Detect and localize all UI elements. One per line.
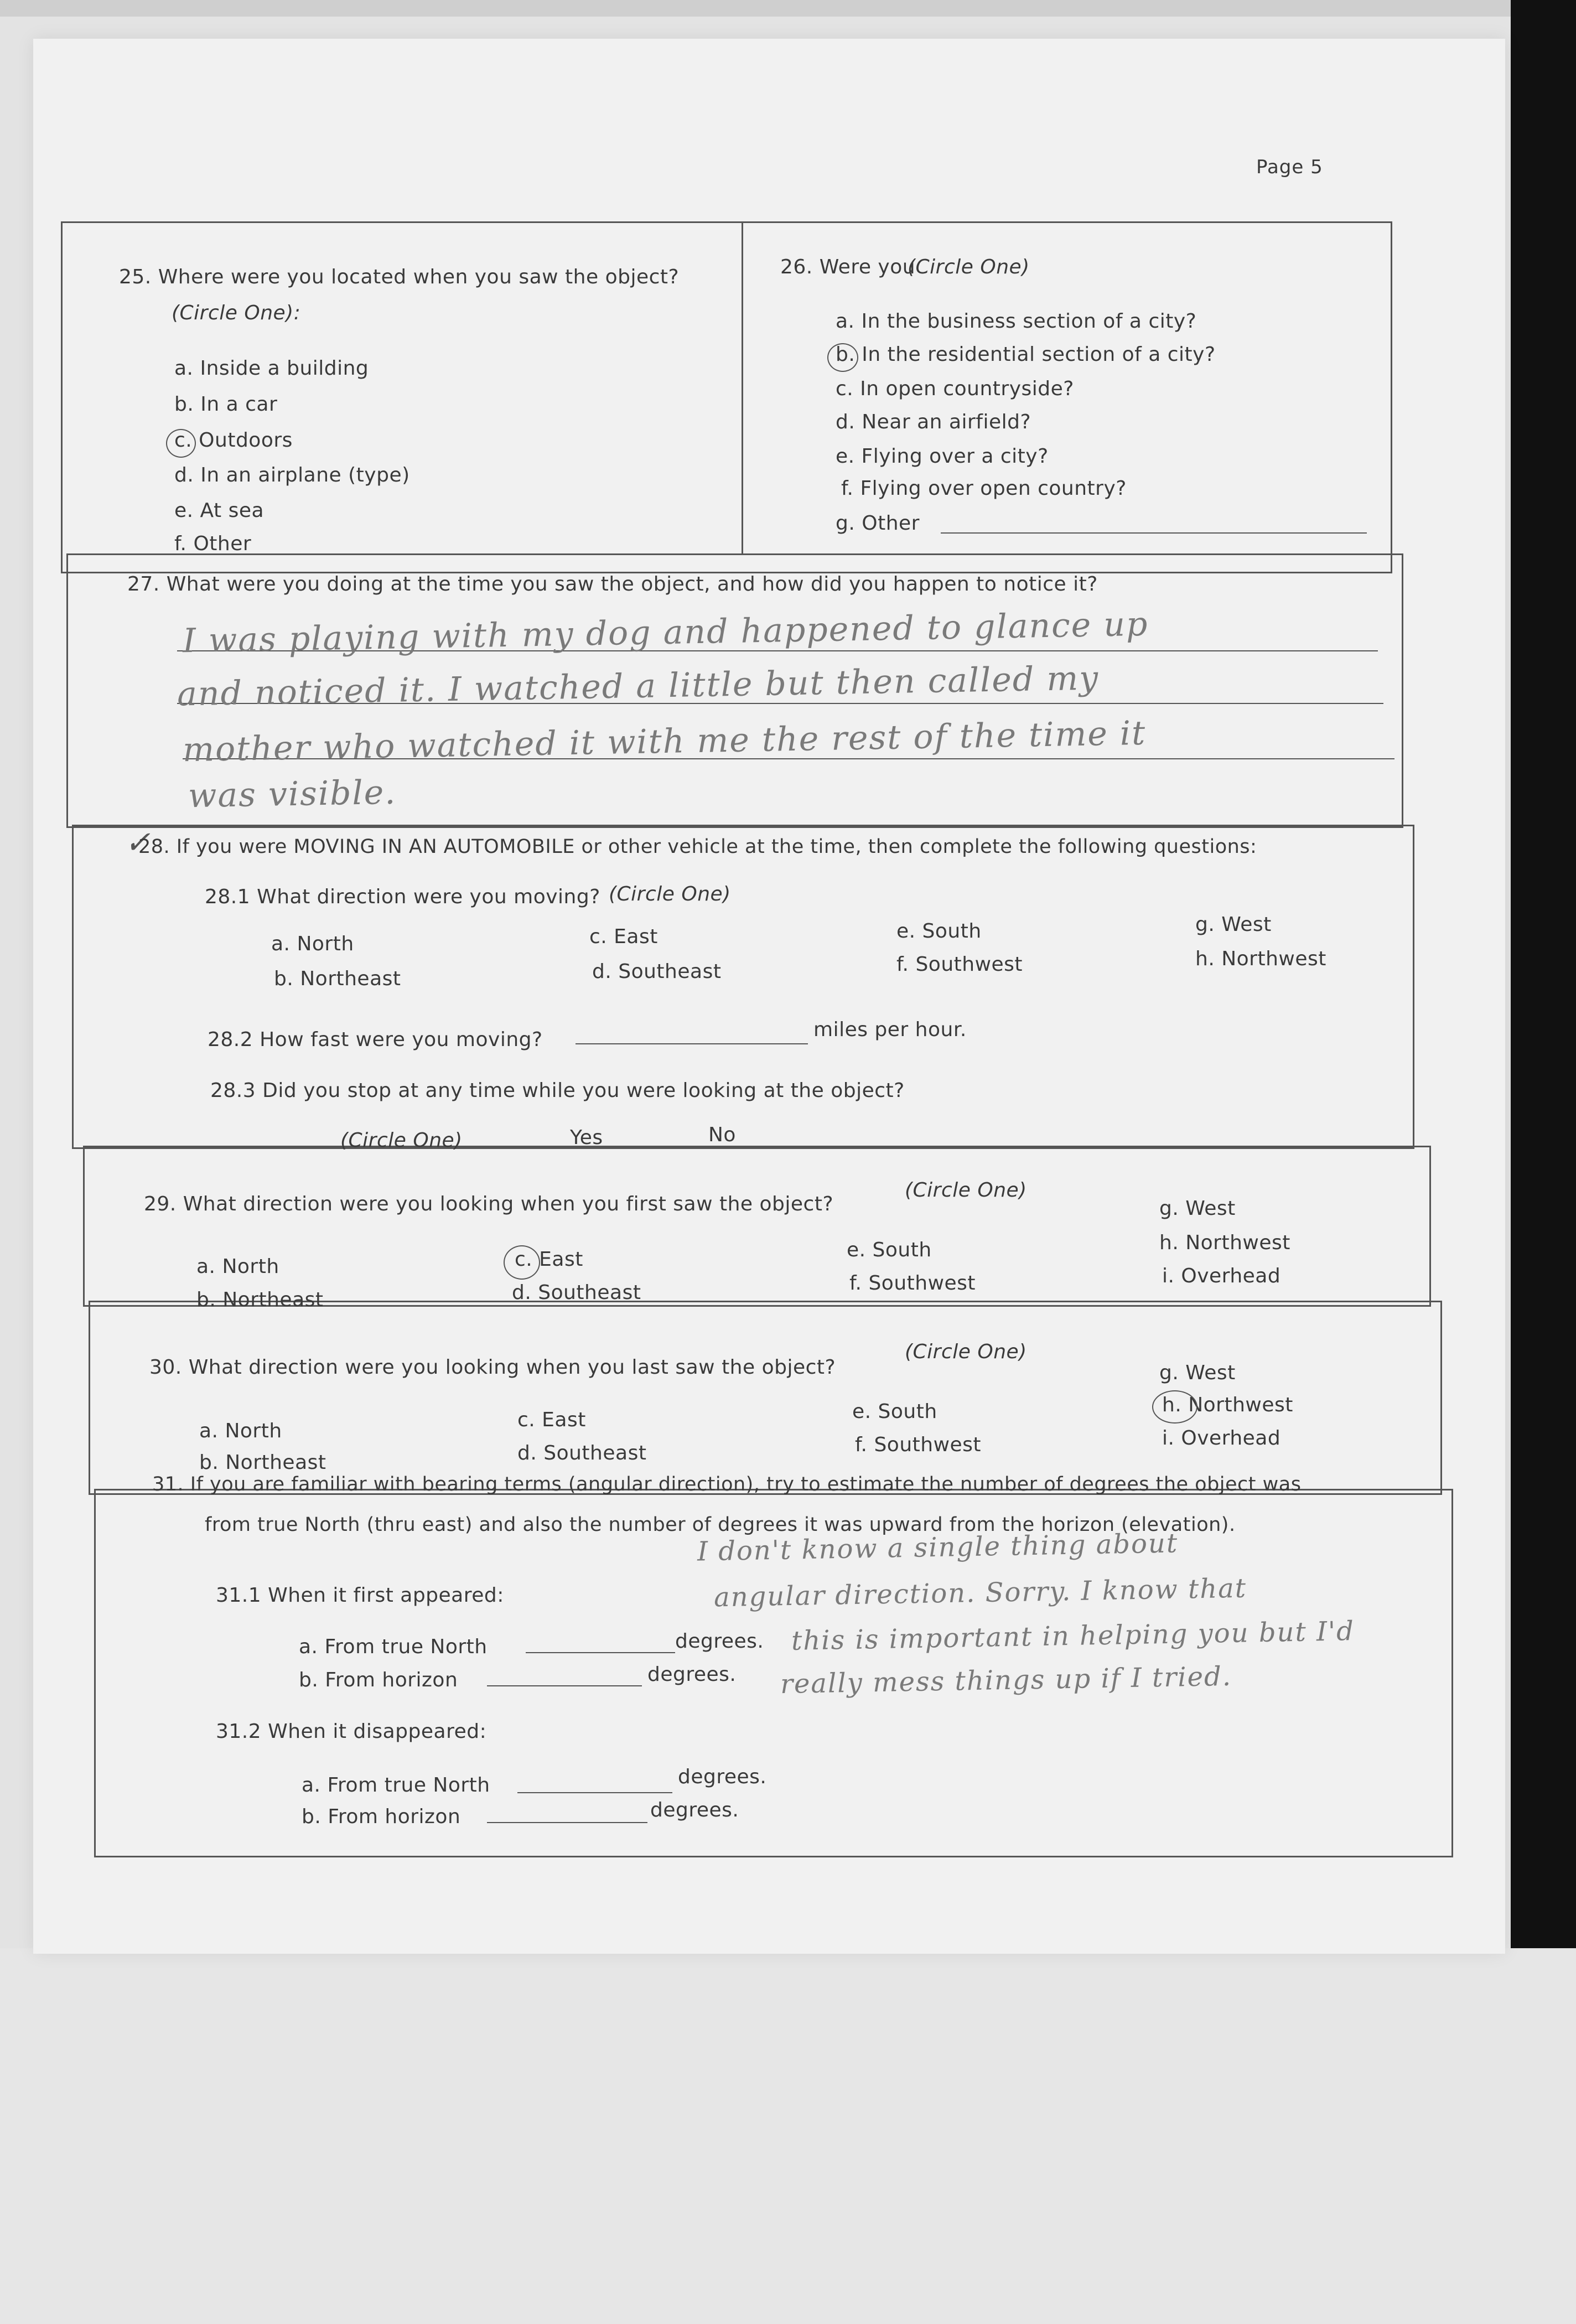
q31-2-heading: 31.2 When it disappeared: — [216, 1720, 487, 1743]
q31-2-north-label: a. From true North — [302, 1774, 490, 1797]
q31-answer-line-3: this is important in helping you but I'd — [791, 1616, 1355, 1657]
q28-1-question: 28.1 What direction were you moving? — [205, 886, 600, 908]
q26-other-blank — [941, 532, 1367, 534]
q31-2-horizon-degrees: degrees. — [650, 1799, 739, 1821]
q28-1-option-g: g. West — [1195, 913, 1272, 936]
q25-option-f: f. Other — [174, 532, 252, 555]
section-25-26-divider — [742, 221, 743, 553]
q26-option-f: f. Flying over open country? — [841, 477, 1127, 500]
q30-answer-circle — [1152, 1390, 1197, 1424]
q26-option-c: c. In open countryside? — [836, 377, 1074, 400]
q29-option-f: f. Southwest — [849, 1272, 976, 1295]
q30-option-f: f. Southwest — [855, 1433, 982, 1456]
q26-option-a: a. In the business section of a city? — [836, 310, 1197, 333]
q28-1-option-e: e. South — [896, 920, 982, 943]
q28-1-option-c: c. East — [589, 925, 658, 948]
q31-text-line-1: 31. If you are familiar with bearing terms (angular direction), try to estimate the number of degrees the object was — [152, 1473, 1302, 1495]
q29-option-g: g. West — [1159, 1197, 1236, 1220]
q30-option-b: b. Northeast — [199, 1451, 326, 1474]
q31-2-horizon-label: b. From horizon — [302, 1805, 461, 1828]
q28-3-question: 28.3 Did you stop at any time while you were looking at the object? — [210, 1079, 905, 1102]
q31-answer-line-4: really mess things up if I tried. — [780, 1660, 1232, 1700]
q31-answer-line-2: angular direction. Sorry. I know that — [713, 1572, 1247, 1613]
q28-1-option-h: h. Northwest — [1195, 948, 1326, 970]
q27-answer-line-1: I was playing with my dog and happened to glance up — [182, 604, 1149, 661]
q28-3-no: No — [708, 1124, 736, 1146]
q28-question: 28. If you were MOVING IN AN AUTOMOBILE or other vehicle at the time, then complete the following questions: — [138, 836, 1257, 858]
q30-instruction: (Circle One) — [905, 1340, 1027, 1363]
q28-2-speed-blank — [576, 1043, 808, 1044]
q29-option-i: i. Overhead — [1162, 1265, 1281, 1287]
q25-option-a: a. Inside a building — [174, 357, 369, 380]
q30-option-g: g. West — [1159, 1362, 1236, 1384]
q27-answer-line-4: was visible. — [188, 773, 397, 816]
page-number: Page 5 — [1256, 156, 1323, 178]
q29-option-d: d. Southeast — [512, 1281, 641, 1304]
q26-option-b: b. In the residential section of a city? — [836, 343, 1216, 366]
q31-text-line-2: from true North (thru east) and also the number of degrees it was upward from the horizon (elevation). — [205, 1514, 1236, 1536]
q27-answer-line-2: and noticed it. I watched a little but then called my — [177, 659, 1100, 714]
q26-option-e: e. Flying over a city? — [836, 445, 1049, 468]
q31-1-horizon-blank — [487, 1685, 642, 1686]
q28-1-instruction: (Circle One) — [609, 883, 731, 905]
q31-2-north-blank — [517, 1792, 672, 1793]
q28-1-option-b: b. Northeast — [274, 967, 401, 990]
q28-2-question: 28.2 How fast were you moving? — [208, 1028, 543, 1051]
q31-1-horizon-label: b. From horizon — [299, 1669, 458, 1691]
q28-1-option-d: d. Southeast — [592, 960, 722, 983]
q31-2-north-degrees: degrees. — [678, 1766, 767, 1788]
q31-2-horizon-blank — [487, 1822, 647, 1823]
q28-1-option-a: a. North — [271, 933, 354, 955]
q30-option-e: e. South — [852, 1400, 937, 1423]
q25-instruction: (Circle One): — [172, 302, 301, 324]
q30-option-c: c. East — [517, 1409, 586, 1431]
q28-3-instruction: (Circle One) — [340, 1129, 463, 1152]
q29-question: 29. What direction were you looking when you first saw the object? — [144, 1193, 834, 1215]
q26-question: 26. Were you — [780, 256, 916, 278]
q29-option-c: c. East — [515, 1248, 583, 1271]
q31-1-north-blank — [526, 1652, 675, 1653]
q29-option-b: b. Northeast — [196, 1288, 324, 1311]
q25-option-e: e. At sea — [174, 499, 265, 522]
q28-check-mark: ✓ — [125, 825, 151, 861]
q25-option-c: c. Outdoors — [174, 429, 293, 452]
q30-option-i: i. Overhead — [1162, 1427, 1281, 1450]
q31-1-north-degrees: degrees. — [675, 1630, 764, 1653]
photo-top-edge — [0, 0, 1576, 17]
q25-option-d: d. In an airplane (type) — [174, 464, 410, 486]
q31-1-horizon-degrees: degrees. — [647, 1663, 737, 1686]
q26-option-d: d. Near an airfield? — [836, 411, 1031, 433]
q25-answer-circle — [166, 429, 196, 458]
q28-1-option-f: f. Southwest — [896, 953, 1023, 976]
q26-answer-circle — [827, 343, 858, 372]
q26-instruction: (Circle One) — [908, 256, 1030, 278]
q31-1-heading: 31.1 When it first appeared: — [216, 1584, 504, 1607]
q29-answer-circle — [504, 1245, 540, 1280]
photo-black-edge — [1511, 0, 1576, 1948]
q26-option-g: g. Other — [836, 512, 920, 535]
q31-1-north-label: a. From true North — [299, 1635, 488, 1658]
q27-question: 27. What were you doing at the time you saw the object, and how did you happen to notice it? — [127, 573, 1098, 596]
q29-option-e: e. South — [847, 1239, 932, 1261]
q29-instruction: (Circle One) — [905, 1179, 1027, 1202]
q25-question: 25. Where were you located when you saw the object? — [119, 266, 680, 288]
q30-question: 30. What direction were you looking when you last saw the object? — [149, 1356, 836, 1379]
photo-bottom-area — [0, 1948, 1576, 2324]
q28-2-suffix: miles per hour. — [813, 1018, 967, 1041]
q25-other-blank — [288, 553, 711, 555]
q25-option-b: b. In a car — [174, 393, 278, 416]
q29-option-h: h. Northwest — [1159, 1231, 1290, 1254]
q28-3-yes: Yes — [570, 1126, 603, 1149]
q27-answer-line-3: mother who watched it with me the rest of the time it — [182, 713, 1147, 770]
q30-option-a: a. North — [199, 1420, 282, 1442]
q30-option-h: h. Northwest — [1162, 1394, 1293, 1416]
q29-option-a: a. North — [196, 1255, 279, 1278]
q30-option-d: d. Southeast — [517, 1442, 647, 1464]
q31-answer-line-1: I don't know a single thing about — [697, 1528, 1179, 1567]
